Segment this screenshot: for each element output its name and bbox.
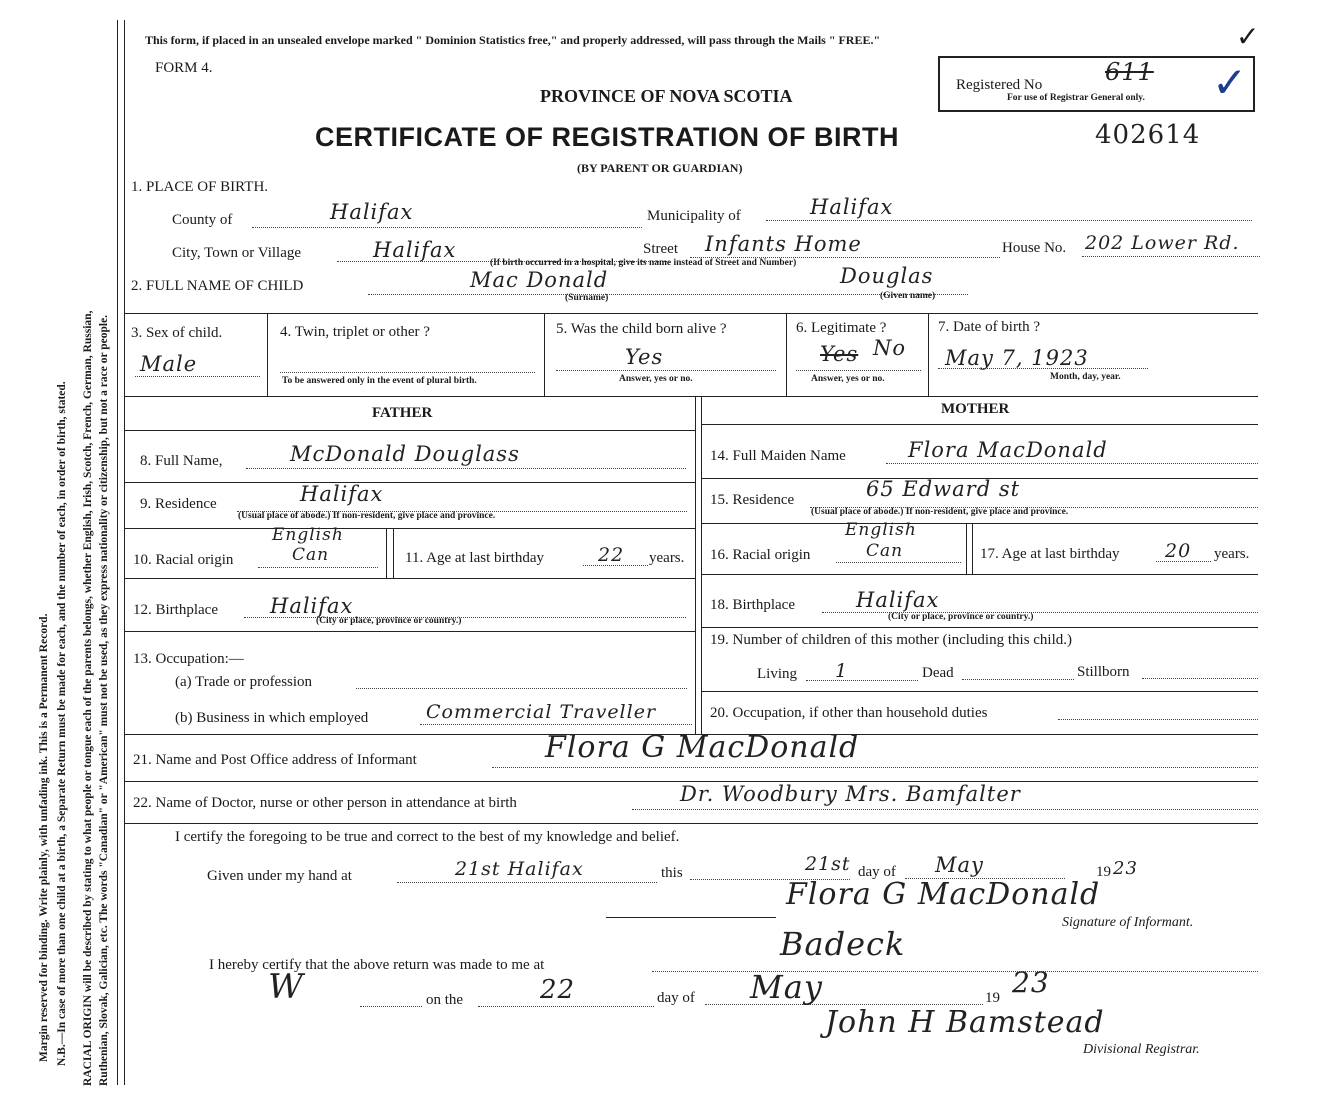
mother-birthplace-label: 18. Birthplace [710,597,795,613]
living-value: 1 [835,660,849,682]
twin-label: 4. Twin, triplet or other ? [280,324,430,340]
year-prefix: 19 [1096,864,1111,880]
father-race-value: Can [292,545,330,565]
mother-age-label: 17. Age at last birthday [980,546,1120,562]
municipality-value: Halifax [810,195,894,219]
informant-signature: Flora G MacDonald [786,877,1101,912]
alive-note: Answer, yes or no. [619,374,693,384]
child-name-label: 2. FULL NAME OF CHILD [131,278,304,294]
alive-label: 5. Was the child born alive ? [556,321,727,337]
month-value: May [935,853,984,877]
street-value: Infants Home [705,232,862,256]
registrar-statement: I hereby certify that the above return was made to me at [209,957,545,973]
city-label: City, Town or Village [172,245,302,261]
dob-value: May 7, 1923 [945,346,1089,370]
father-occupation-label: 13. Occupation:— [133,651,244,667]
doctor-value: Dr. Woodbury Mrs. Bamfalter [680,782,1021,806]
on-the-label: on the [426,992,464,1008]
father-years: years. [649,550,685,566]
mother-residence-note: (Usual place of abode.) If non-resident, give place and province. [811,507,1069,517]
signature-caption: Signature of Informant. [1062,915,1194,930]
margin-line [124,20,125,1085]
registrar-year: 23 [1012,966,1050,999]
form-number: FORM 4. [155,60,213,76]
this-label: this [661,865,683,881]
county-value: Halifax [330,200,414,224]
city-value: Halifax [373,238,457,262]
blue-check-mark-icon: ✓ [1212,61,1248,107]
check-mark-icon: ✓ [1236,22,1260,53]
father-residence-value: Halifax [300,482,384,506]
mother-heading: MOTHER [941,401,1010,417]
legitimate-struck: Yes [820,342,859,366]
mother-occupation-label: 20. Occupation, if other than household duties [710,705,988,721]
registrar-caption: Divisional Registrar. [1083,1042,1200,1057]
registrar-signature: John H Bamstead [825,1005,1105,1040]
child-given-name: Douglas [840,264,934,288]
father-residence-note: (Usual place of abode.) If non-resident, give place and province. [238,511,496,521]
registrar-month: May [750,968,823,1006]
father-birthplace-value: Halifax [270,594,354,618]
document-subtitle: (BY PARENT OR GUARDIAN) [577,161,743,175]
registrar-note: For use of Registrar General only. [1007,93,1145,103]
mailing-notice: This form, if placed in an unsealed envelope marked " Dominion Statistics free," and properly addressed, will pass through the Mails " FREE." [145,33,881,47]
father-heading: FATHER [372,405,433,421]
year-value: 23 [1113,858,1138,879]
house-value: 202 Lower Rd. [1085,232,1240,254]
margin-note: Margin reserved for binding. Write plainly, with unfading ink. This is a Permanent Record. [38,613,50,1062]
surname-note: (Surname) [565,293,609,303]
given-at-value: 21st Halifax [455,858,584,880]
mother-race-value: Can [866,541,904,561]
street-label: Street [643,241,678,257]
child-surname: Mac Donald [470,268,609,292]
province: PROVINCE OF NOVA SCOTIA [540,86,793,106]
legitimate-value: No [873,336,907,360]
registrar-day-of-label: day of [657,990,695,1006]
certificate-number: 402614 [1095,120,1201,150]
mother-birthplace-value: Halifax [856,588,940,612]
mother-children-label: 19. Number of children of this mother (including this child.) [710,632,1073,648]
registrar-year-prefix: 19 [985,990,1000,1006]
informant-label: 21. Name and Post Office address of Informant [133,752,417,768]
sex-value: Male [140,352,198,376]
dead-label: Dead [922,665,954,681]
mother-age-value: 20 [1165,540,1192,562]
municipality-label: Municipality of [647,208,741,224]
legitimate-label: 6. Legitimate ? [796,320,887,336]
father-trade-label: (a) Trade or profession [175,674,313,690]
father-age-label: 11. Age at last birthday [405,550,544,566]
sex-label: 3. Sex of child. [131,325,223,341]
legitimate-note: Answer, yes or no. [811,374,885,384]
margin-line [117,20,118,1085]
mother-residence-label: 15. Residence [710,492,795,508]
doctor-label: 22. Name of Doctor, nurse or other person in attendance at birth [133,795,517,811]
registrar-place: Badeck [780,925,906,963]
dob-note: Month, day, year. [1050,372,1121,382]
house-label: House No. [1002,240,1067,256]
racial-note-1: RACIAL ORIGIN will be described by stating to what people or tongue each of the parents belongs, whether English, Irish, Scotch, French, German, Russian, [82,310,94,1086]
place-heading: 1. PLACE OF BIRTH. [131,179,269,195]
given-under-label: Given under my hand at [207,868,352,884]
stillborn-label: Stillborn [1077,664,1130,680]
mother-years: years. [1214,546,1250,562]
father-birthplace-note: (City or place, province or country.) [316,616,462,626]
mother-birthplace-note: (City or place, province or country.) [888,612,1034,622]
father-business-label: (b) Business in which employed [175,710,369,726]
nb-note: N.B.—In case of more than one child at a birth, a Separate Return must be made for each, and the number of each, in order of birth, stated. [56,381,68,1066]
mother-race-label: 16. Racial origin [710,547,811,563]
father-age-value: 22 [598,544,625,566]
mother-name-label: 14. Full Maiden Name [710,448,846,464]
father-race-top: English [272,525,344,545]
registered-number: 611 [1105,58,1154,86]
registrar-initial: W [268,967,304,1007]
father-name-label: 8. Full Name, [140,453,223,469]
father-birthplace-label: 12. Birthplace [133,602,218,618]
father-name-value: McDonald Douglass [290,442,520,466]
day-of-label: day of [858,864,896,880]
living-label: Living [757,666,797,682]
day-value: 21st [805,853,851,875]
twin-note: To be answered only in the event of plural birth. [282,376,477,386]
mother-race-top: English [845,520,917,540]
registrar-day: 22 [540,975,576,1005]
racial-note-2: Ruthenian, Slovak, Galician, etc. The words "Canadian" or "American" must not be used, as they express nationality or citizenship, but not a race or people. [98,314,110,1086]
informant-value: Flora G MacDonald [545,730,860,765]
hospital-note: (If birth occurred in a hospital, give its name instead of Street and Number) [490,258,797,268]
mother-residence-value: 65 Edward st [866,477,1021,501]
dob-label: 7. Date of birth ? [938,319,1041,335]
certify-statement: I certify the foregoing to be true and correct to the best of my knowledge and belief. [175,829,680,845]
registered-label: Registered No [956,77,1043,93]
document-title: CERTIFICATE OF REGISTRATION OF BIRTH [315,122,899,152]
father-business-value: Commercial Traveller [426,701,657,723]
father-residence-label: 9. Residence [140,496,217,512]
county-label: County of [172,212,233,228]
father-race-label: 10. Racial origin [133,552,234,568]
given-name-note: (Given name) [880,291,936,301]
mother-name-value: Flora MacDonald [908,438,1108,462]
alive-value: Yes [625,345,664,369]
